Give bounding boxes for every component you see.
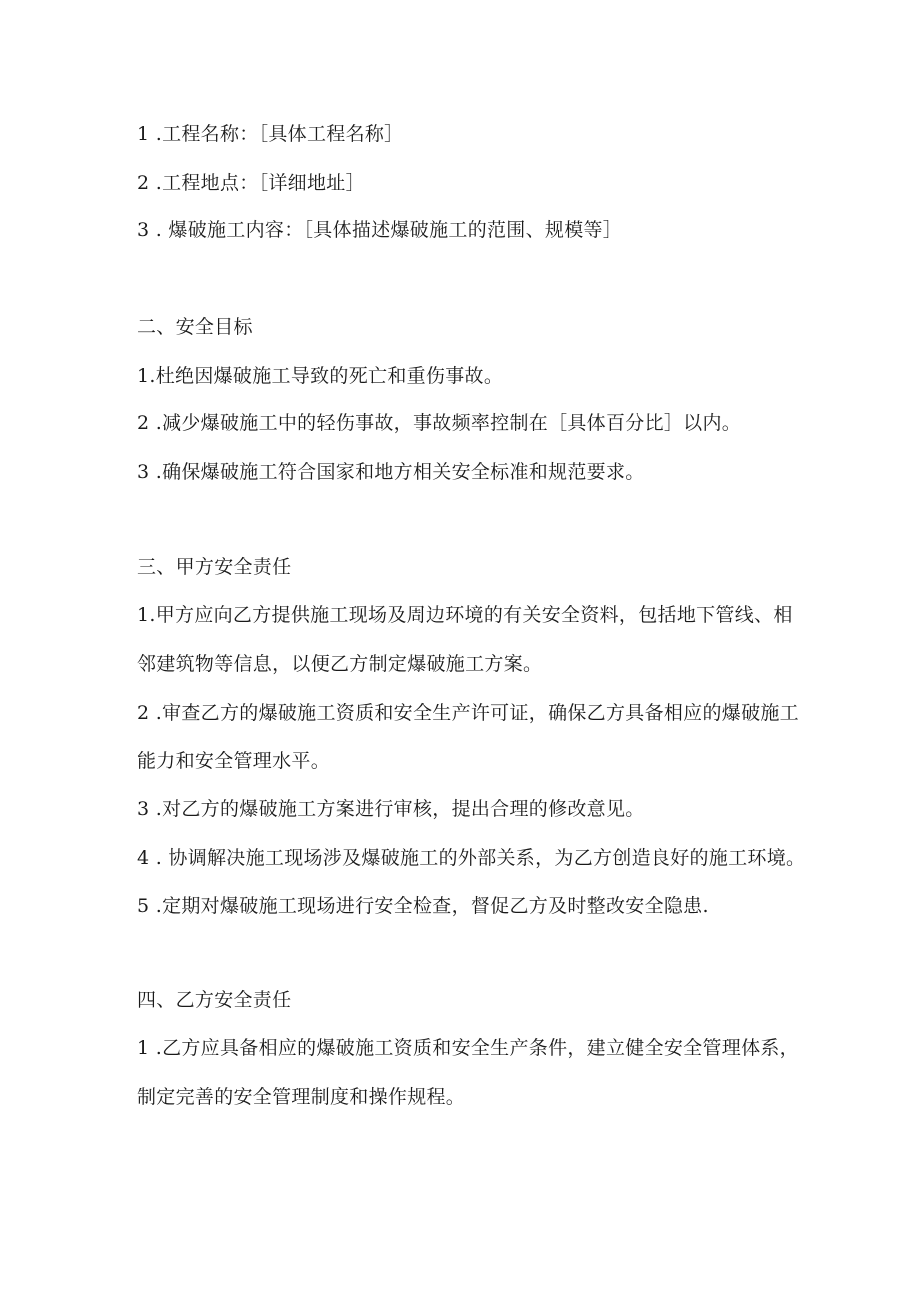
blasting-content-item: 3 . 爆破施工内容：［具体描述爆破施工的范围、规模等］ bbox=[137, 219, 623, 241]
section-heading-party-b: 四、乙方安全责任 bbox=[137, 989, 292, 1011]
safety-goal-item-2: 2 .减少爆破施工中的轻伤事故，事故频率控制在［具体百分比］以内。 bbox=[137, 412, 742, 434]
project-location-item: 2 .工程地点：［详细地址］ bbox=[137, 172, 365, 194]
party-a-item-5: 5 .定期对爆破施工现场进行安全检查，督促乙方及时整改安全隐患. bbox=[137, 895, 709, 917]
party-a-item-3: 3 .对乙方的爆破施工方案进行审核，提出合理的修改意见。 bbox=[137, 798, 645, 820]
section-heading-party-a: 三、甲方安全责任 bbox=[137, 556, 292, 578]
party-b-item-1-line-2: 制定完善的安全管理制度和操作规程。 bbox=[137, 1086, 466, 1108]
party-a-item-1-line-2: 邻建筑物等信息，以便乙方制定爆破施工方案。 bbox=[137, 653, 543, 675]
party-a-item-1-line-1: 1.甲方应向乙方提供施工现场及周边环境的有关安全资料，包括地下管线、相 bbox=[137, 604, 793, 626]
safety-goal-item-3: 3 .确保爆破施工符合国家和地方相关安全标准和规范要求。 bbox=[137, 461, 645, 483]
party-a-item-2-line-1: 2 .审查乙方的爆破施工资质和安全生产许可证，确保乙方具备相应的爆破施工 bbox=[137, 702, 799, 724]
safety-goal-item-1: 1.杜绝因爆破施工导致的死亡和重伤事故。 bbox=[137, 365, 504, 387]
party-a-item-2-line-2: 能力和安全管理水平。 bbox=[137, 750, 331, 772]
party-a-item-4: 4 . 协调解决施工现场涉及爆破施工的外部关系，为乙方创造良好的施工环境。 bbox=[137, 847, 806, 869]
section-heading-safety-goals: 二、安全目标 bbox=[137, 316, 253, 338]
party-b-item-1-line-1: 1 .乙方应具备相应的爆破施工资质和安全生产条件，建立健全安全管理体系， bbox=[137, 1037, 799, 1059]
project-name-item: 1 .工程名称：［具体工程名称］ bbox=[137, 123, 404, 145]
